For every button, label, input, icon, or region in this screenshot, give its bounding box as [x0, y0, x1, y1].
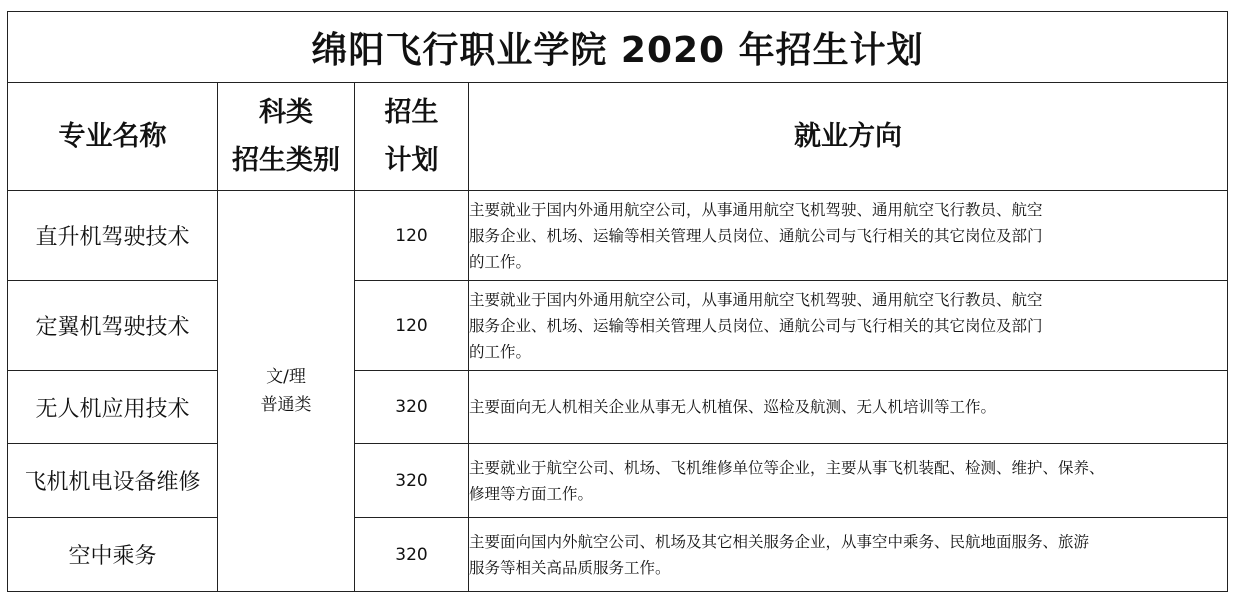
direction-line: 主要面向国内外航空公司、机场及其它相关服务企业，从事空中乘务、民航地面服务、旅游 — [469, 532, 1090, 551]
header-category-line2: 招生类别 — [232, 144, 340, 176]
major-name: 空中乘务 — [8, 518, 218, 592]
employment-direction — [469, 518, 1228, 592]
plan-count: 320 — [355, 444, 469, 518]
enrollment-plan-table — [7, 11, 1228, 592]
major-name: 无人机应用技术 — [8, 371, 218, 444]
direction-line: 服务企业、机场、运输等相关管理人员岗位、通航公司与飞行相关的其它岗位及部门 — [469, 226, 1043, 245]
plan-count: 120 — [355, 191, 469, 281]
table-row — [8, 281, 1228, 371]
employment-direction — [469, 191, 1228, 281]
direction-line: 主要就业于国内外通用航空公司，从事通用航空飞机驾驶、通用航空飞行教员、航空 — [469, 290, 1043, 309]
header-category — [218, 83, 355, 191]
category-cell — [218, 191, 355, 592]
header-plan-line2: 计划 — [384, 144, 439, 176]
category-line1: 文/理 — [266, 367, 306, 387]
major-name: 飞机机电设备维修 — [8, 444, 218, 518]
table-row — [8, 191, 1228, 281]
category-line2: 普通类 — [260, 395, 312, 415]
header-direction: 就业方向 — [469, 83, 1228, 191]
direction-line: 的工作。 — [469, 342, 532, 361]
plan-count: 320 — [355, 371, 469, 444]
table-row — [8, 444, 1228, 518]
employment-direction — [469, 371, 1228, 444]
table-title: 绵阳飞行职业学院 2020 年招生计划 — [8, 12, 1228, 83]
direction-line: 修理等方面工作。 — [469, 484, 594, 503]
header-plan-line1: 招生 — [384, 96, 439, 128]
direction-line: 的工作。 — [469, 252, 532, 271]
employment-direction — [469, 444, 1228, 518]
plan-count: 320 — [355, 518, 469, 592]
plan-count: 120 — [355, 281, 469, 371]
direction-line: 服务等相关高品质服务工作。 — [469, 558, 671, 577]
table-row — [8, 518, 1228, 592]
direction-line: 服务企业、机场、运输等相关管理人员岗位、通航公司与飞行相关的其它岗位及部门 — [469, 316, 1043, 335]
direction-line: 主要面向无人机相关企业从事无人机植保、巡检及航测、无人机培训等工作。 — [469, 398, 997, 416]
header-category-line1: 科类 — [259, 96, 313, 128]
table-row — [8, 371, 1228, 444]
header-row — [8, 83, 1228, 191]
direction-line: 主要就业于国内外通用航空公司，从事通用航空飞机驾驶、通用航空飞行教员、航空 — [469, 200, 1043, 219]
major-name: 定翼机驾驶技术 — [8, 281, 218, 371]
header-plan — [355, 83, 469, 191]
major-name: 直升机驾驶技术 — [8, 191, 218, 281]
employment-direction — [469, 281, 1228, 371]
direction-line: 主要就业于航空公司、机场、飞机维修单位等企业，主要从事飞机装配、检测、维护、保养、 — [469, 458, 1105, 477]
header-major: 专业名称 — [8, 83, 218, 191]
